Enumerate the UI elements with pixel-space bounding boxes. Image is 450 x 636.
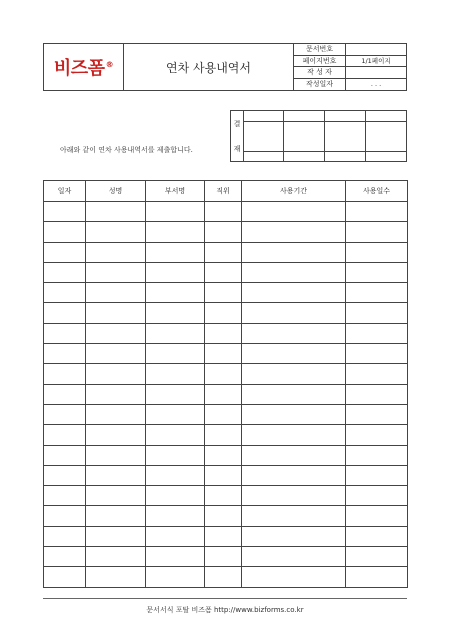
table-row <box>44 547 408 567</box>
table-cell[interactable] <box>86 364 146 384</box>
table-row <box>44 486 408 506</box>
column-header-department: 부서명 <box>146 181 205 202</box>
table-cell[interactable] <box>44 364 86 384</box>
table-cell[interactable] <box>242 283 346 303</box>
table-cell[interactable] <box>346 404 408 424</box>
table-cell[interactable] <box>44 526 86 546</box>
table-cell[interactable] <box>242 526 346 546</box>
table-cell[interactable] <box>242 303 346 323</box>
table-cell[interactable] <box>86 384 146 404</box>
approval-signature-slot[interactable] <box>284 111 325 161</box>
table-cell[interactable] <box>205 364 242 384</box>
table-cell[interactable] <box>205 344 242 364</box>
table-cell[interactable] <box>44 425 86 445</box>
table-cell[interactable] <box>205 404 242 424</box>
table-cell[interactable] <box>86 344 146 364</box>
table-cell[interactable] <box>346 547 408 567</box>
table-cell[interactable] <box>205 425 242 445</box>
table-cell[interactable] <box>44 506 86 526</box>
table-cell[interactable] <box>205 486 242 506</box>
table-cell[interactable] <box>44 202 86 222</box>
intro-text: 아래와 같이 연차 사용내역서를 제출합니다. <box>60 146 193 154</box>
table-cell[interactable] <box>146 202 205 222</box>
table-cell[interactable] <box>146 364 205 384</box>
table-cell[interactable] <box>205 303 242 323</box>
table-row <box>44 445 408 465</box>
table-cell[interactable] <box>44 344 86 364</box>
table-row <box>44 384 408 404</box>
table-cell[interactable] <box>346 262 408 282</box>
table-cell[interactable] <box>44 303 86 323</box>
table-cell[interactable] <box>242 567 346 587</box>
document-header <box>43 43 407 91</box>
table-row <box>44 222 408 242</box>
table-cell[interactable] <box>242 425 346 445</box>
table-row <box>44 303 408 323</box>
table-cell[interactable] <box>44 222 86 242</box>
table-cell[interactable] <box>242 262 346 282</box>
table-cell[interactable] <box>346 445 408 465</box>
table-cell[interactable] <box>146 506 205 526</box>
document-info-table <box>294 44 406 90</box>
table-cell[interactable] <box>146 384 205 404</box>
table-cell[interactable] <box>242 344 346 364</box>
table-cell[interactable] <box>86 465 146 485</box>
table-cell[interactable] <box>346 384 408 404</box>
table-cell[interactable] <box>146 262 205 282</box>
table-cell[interactable] <box>346 202 408 222</box>
table-row <box>44 567 408 587</box>
table-cell[interactable] <box>146 303 205 323</box>
table-cell[interactable] <box>346 526 408 546</box>
column-header-name: 성명 <box>86 181 146 202</box>
table-row <box>44 404 408 424</box>
table-cell[interactable] <box>205 242 242 262</box>
table-cell[interactable] <box>86 547 146 567</box>
table-cell[interactable] <box>346 283 408 303</box>
table-cell[interactable] <box>44 465 86 485</box>
column-header-position: 직위 <box>205 181 242 202</box>
table-cell[interactable] <box>242 547 346 567</box>
table-row <box>44 526 408 546</box>
column-header-period: 사용기간 <box>242 181 346 202</box>
table-cell[interactable] <box>86 567 146 587</box>
table-cell[interactable] <box>242 323 346 343</box>
table-cell[interactable] <box>44 567 86 587</box>
table-row <box>44 506 408 526</box>
table-cell[interactable] <box>86 262 146 282</box>
approval-signature-slot[interactable] <box>366 111 406 161</box>
table-header-row <box>44 181 408 202</box>
table-cell[interactable] <box>346 222 408 242</box>
table-cell[interactable] <box>86 445 146 465</box>
table-cell[interactable] <box>146 445 205 465</box>
logo-cell <box>44 44 124 90</box>
approval-signature-slot[interactable] <box>244 111 284 161</box>
table-cell[interactable] <box>44 283 86 303</box>
approval-signature-slot[interactable] <box>325 111 366 161</box>
table-cell[interactable] <box>44 262 86 282</box>
table-cell[interactable] <box>242 202 346 222</box>
info-row-doc-number: 문서번호 <box>294 44 406 56</box>
table-cell[interactable] <box>146 465 205 485</box>
table-cell[interactable] <box>146 404 205 424</box>
footer-divider <box>43 598 407 599</box>
table-cell[interactable] <box>86 486 146 506</box>
table-cell[interactable] <box>242 506 346 526</box>
footer-text: 문서서식 포탈 비즈폼 http://www.bizforms.co.kr <box>146 606 304 614</box>
table-cell[interactable] <box>242 364 346 384</box>
info-row-author: 작 성 자 <box>294 67 406 79</box>
table-cell[interactable] <box>146 323 205 343</box>
table-cell[interactable] <box>146 486 205 506</box>
table-cell[interactable] <box>86 425 146 445</box>
logo: 비즈폼® <box>53 58 114 79</box>
table-cell[interactable] <box>346 323 408 343</box>
table-cell[interactable] <box>205 262 242 282</box>
table-row <box>44 262 408 282</box>
table-cell[interactable] <box>44 445 86 465</box>
table-cell[interactable] <box>242 404 346 424</box>
table-cell[interactable] <box>205 323 242 343</box>
table-cell[interactable] <box>146 425 205 445</box>
table-row <box>44 202 408 222</box>
table-cell[interactable] <box>146 242 205 262</box>
approval-box <box>230 110 407 162</box>
info-row-page-number: 페이지번호 1/1페이지 <box>294 56 406 68</box>
table-cell[interactable] <box>205 283 242 303</box>
table-cell[interactable] <box>86 242 146 262</box>
table-cell[interactable] <box>205 445 242 465</box>
table-cell[interactable] <box>146 526 205 546</box>
table-cell[interactable] <box>44 323 86 343</box>
leave-usage-table <box>43 180 407 588</box>
table-cell[interactable] <box>146 283 205 303</box>
table-cell[interactable] <box>86 323 146 343</box>
table-cell[interactable] <box>346 303 408 323</box>
table-cell[interactable] <box>346 344 408 364</box>
table-cell[interactable] <box>86 526 146 546</box>
table-cell[interactable] <box>242 242 346 262</box>
table-cell[interactable] <box>146 222 205 242</box>
table-cell[interactable] <box>44 404 86 424</box>
table-cell[interactable] <box>346 364 408 384</box>
table-cell[interactable] <box>146 567 205 587</box>
table-row <box>44 323 408 343</box>
table-cell[interactable] <box>205 526 242 546</box>
table-cell[interactable] <box>205 202 242 222</box>
table-row <box>44 283 408 303</box>
table-cell[interactable] <box>86 303 146 323</box>
table-cell[interactable] <box>242 445 346 465</box>
table-row <box>44 465 408 485</box>
table-row <box>44 364 408 384</box>
table-cell[interactable] <box>44 384 86 404</box>
column-header-days: 사용일수 <box>346 181 408 202</box>
table-cell[interactable] <box>86 506 146 526</box>
table-cell[interactable] <box>346 465 408 485</box>
table-cell[interactable] <box>205 506 242 526</box>
table-cell[interactable] <box>86 222 146 242</box>
table-cell[interactable] <box>44 486 86 506</box>
table-cell[interactable] <box>346 506 408 526</box>
table-cell[interactable] <box>146 344 205 364</box>
table-cell[interactable] <box>44 547 86 567</box>
info-row-date: 작성일자 . . . <box>294 79 406 91</box>
table-cell[interactable] <box>242 465 346 485</box>
table-cell[interactable] <box>346 567 408 587</box>
table-row <box>44 242 408 262</box>
document-title: 연차 사용내역서 <box>124 44 294 90</box>
table-cell[interactable] <box>346 242 408 262</box>
table-cell[interactable] <box>205 384 242 404</box>
table-cell[interactable] <box>205 465 242 485</box>
approval-label: 결 재 <box>231 111 244 161</box>
table-cell[interactable] <box>242 384 346 404</box>
table-cell[interactable] <box>86 404 146 424</box>
table-cell[interactable] <box>86 283 146 303</box>
table-cell[interactable] <box>205 222 242 242</box>
table-cell[interactable] <box>205 547 242 567</box>
table-cell[interactable] <box>346 425 408 445</box>
table-row <box>44 344 408 364</box>
table-row <box>44 425 408 445</box>
column-header-date: 일자 <box>44 181 86 202</box>
table-cell[interactable] <box>86 202 146 222</box>
table-cell[interactable] <box>242 222 346 242</box>
table-cell[interactable] <box>146 547 205 567</box>
table-cell[interactable] <box>242 486 346 506</box>
table-cell[interactable] <box>205 567 242 587</box>
table-cell[interactable] <box>44 242 86 262</box>
table-cell[interactable] <box>346 486 408 506</box>
